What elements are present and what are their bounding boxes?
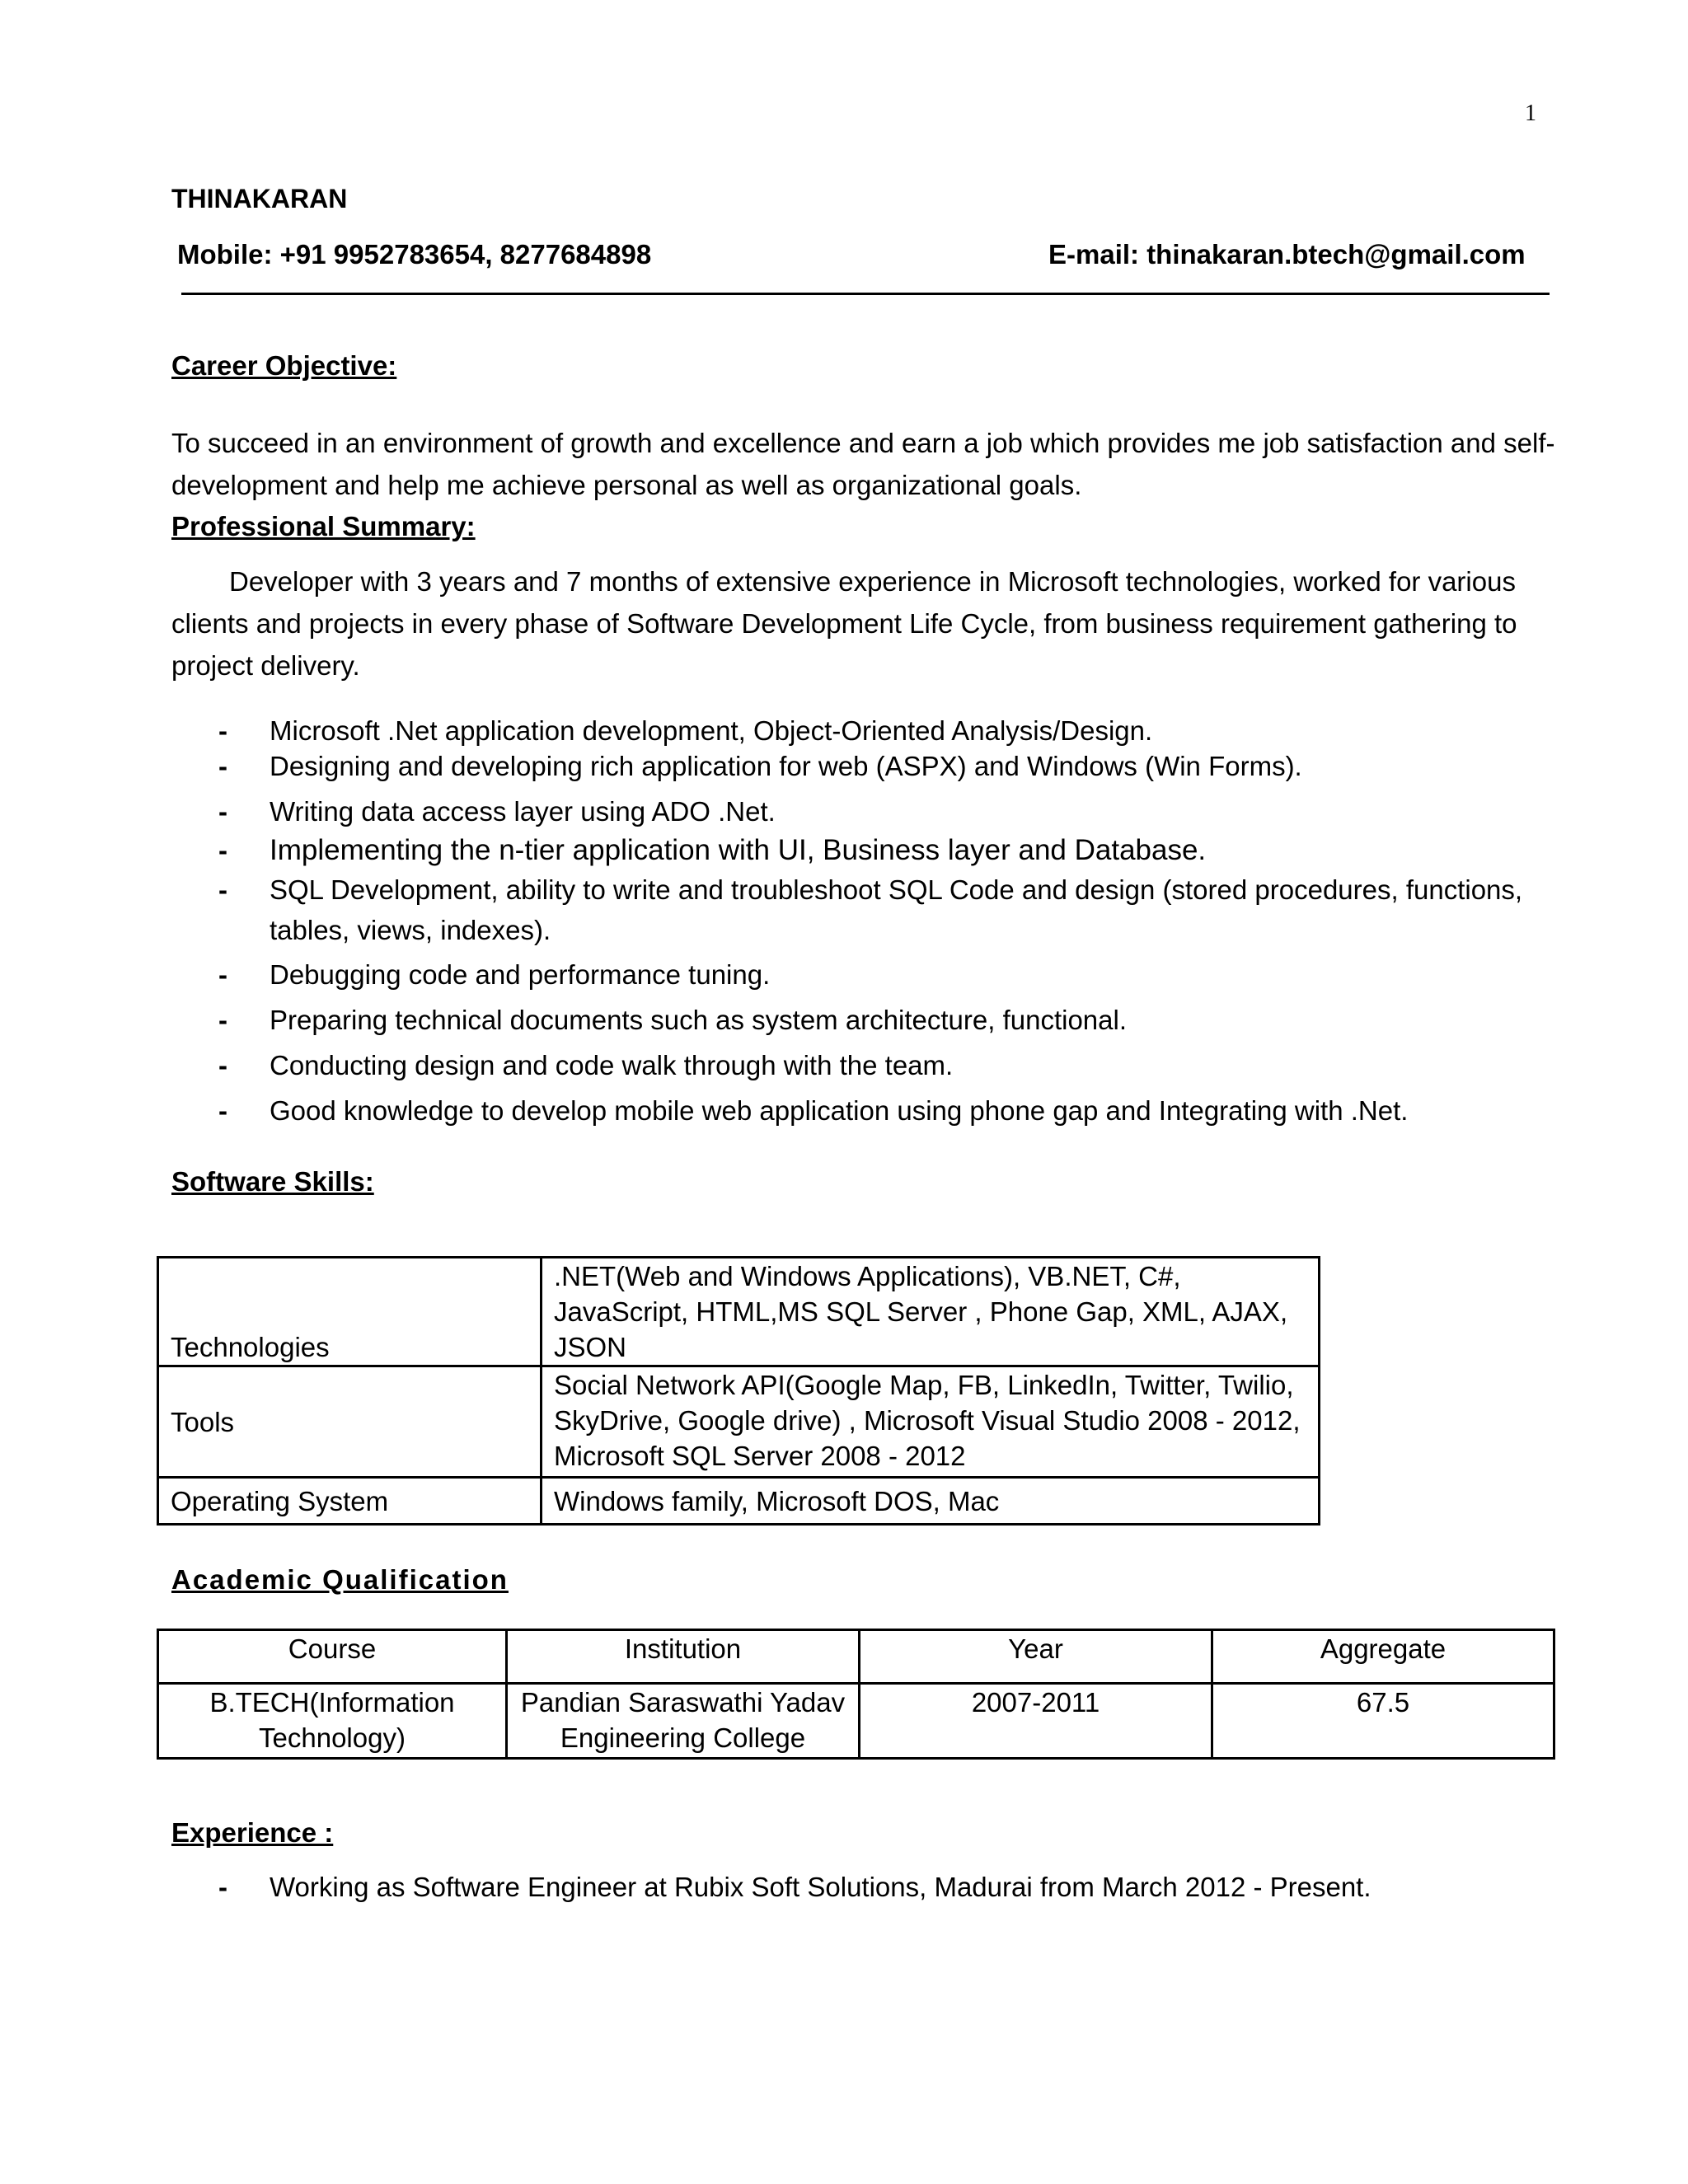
table-row <box>158 1258 1320 1366</box>
aggregate-cell: 67.5 <box>1212 1684 1554 1759</box>
summary-bullet-text: Conducting design and code walk through with the team. <box>270 1050 954 1080</box>
bullet-marker: - <box>218 715 227 746</box>
summary-bullet-text: Preparing technical documents such as system architecture, functional. <box>270 1005 1128 1035</box>
column-header-course: Course <box>158 1630 507 1684</box>
bullet-marker: - <box>218 874 227 905</box>
bullet-marker: - <box>218 959 227 990</box>
skill-value: .NET(Web and Windows Applications), VB.NET, C#, JavaScript, HTML,MS SQL Server , Phone Gap, XML, AJAX, JSON <box>542 1258 1320 1366</box>
column-header-aggregate: Aggregate <box>1212 1630 1554 1684</box>
bullet-marker: - <box>218 1872 227 1902</box>
course-cell: B.TECH(Information Technology) <box>158 1684 507 1759</box>
institution-cell: Pandian Saraswathi Yadav Engineering College <box>507 1684 860 1759</box>
bullet-marker: - <box>218 1095 227 1126</box>
column-header-year: Year <box>860 1630 1212 1684</box>
career-objective-text: To succeed in an environment of growth and excellence and earn a job which provides me job satisfaction and self-development and help me achieve personal as well as organizational goals. <box>171 428 1555 500</box>
software-skills-table <box>157 1256 1320 1526</box>
summary-bullet-text: Microsoft .Net application development, Object-Oriented Analysis/Design. <box>270 715 1153 746</box>
bullet-marker: - <box>218 835 227 865</box>
skill-value: Windows family, Microsoft DOS, Mac <box>542 1478 1320 1525</box>
table-row <box>158 1366 1320 1478</box>
year-cell: 2007-2011 <box>860 1684 1212 1759</box>
software-skills-heading: Software Skills: <box>171 1166 374 1197</box>
summary-bullet-text: Designing and developing rich application for web (ASPX) and Windows (Win Forms). <box>270 751 1302 781</box>
bullet-marker: - <box>218 1050 227 1080</box>
summary-bullet-text: Good knowledge to develop mobile web application using phone gap and Integrating with .Net. <box>270 1095 1409 1126</box>
skill-label: Operating System <box>158 1478 542 1525</box>
experience-item-text: Working as Software Engineer at Rubix Soft Solutions, Madurai from March 2012 - Present. <box>270 1872 1372 1902</box>
summary-bullet-text: Writing data access layer using ADO .Net. <box>270 796 776 827</box>
email-contact: E-mail: thinakaran.btech@gmail.com <box>1048 239 1526 269</box>
bullet-marker: - <box>218 751 227 781</box>
table-row <box>158 1684 1554 1759</box>
professional-summary-intro: Developer with 3 years and 7 months of extensive experience in Microsoft technologies, worked for various clients and projects in every phase of Software Development Life Cycle, from business requirement gathering to project delivery. <box>171 566 1517 681</box>
summary-bullet-text: Implementing the n-tier application with UI, Business layer and Database. <box>270 834 1207 866</box>
professional-summary-heading: Professional Summary: <box>171 511 476 541</box>
mobile-contact: Mobile: +91 9952783654, 8277684898 <box>177 239 652 269</box>
summary-bullet-text: Debugging code and performance tuning. <box>270 959 771 990</box>
bullet-marker: - <box>218 796 227 827</box>
summary-bullet-text: SQL Development, ability to write and troubleshoot SQL Code and design (stored procedures, functions, tables, views, indexes). <box>270 874 1523 945</box>
page-number: 1 <box>1525 101 1536 126</box>
bullet-marker: - <box>218 1005 227 1035</box>
table-row <box>158 1478 1320 1525</box>
header-divider <box>181 293 1550 295</box>
career-objective-heading: Career Objective: <box>171 350 397 381</box>
academic-qualification-heading: Academic Qualification <box>171 1564 509 1595</box>
candidate-name: THINAKARAN <box>171 184 348 213</box>
skill-label: Technologies <box>158 1258 542 1366</box>
skill-label: Tools <box>158 1366 542 1478</box>
column-header-institution: Institution <box>507 1630 860 1684</box>
academic-table <box>157 1629 1555 1760</box>
skill-value: Social Network API(Google Map, FB, LinkedIn, Twitter, Twilio, SkyDrive, Google drive) , Microsoft Visual Studio 2008 - 2012, Microsoft SQL Server 2008 - 2012 <box>542 1366 1320 1478</box>
table-header-row <box>158 1630 1554 1684</box>
experience-heading: Experience : <box>171 1817 334 1848</box>
